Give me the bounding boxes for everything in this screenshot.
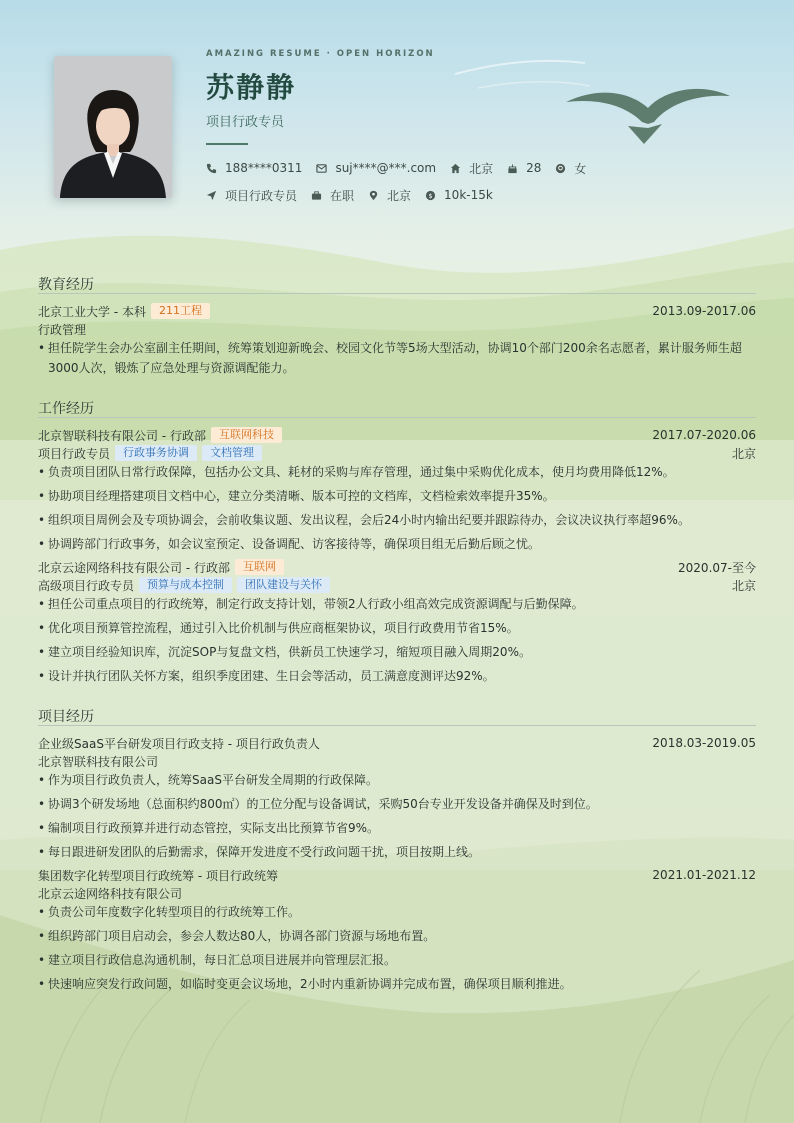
salary-item xyxy=(425,188,493,202)
contact-info-row xyxy=(206,159,600,177)
work-bullet: • 协调跨部门行政事务，如会议室预定、设备调配、访客接待等，确保项目组无后勤后顾之忧。 xyxy=(38,534,756,554)
location-icon xyxy=(368,190,379,201)
work-section-title: 工作经历 xyxy=(38,401,94,417)
money-icon xyxy=(425,190,436,201)
home-icon xyxy=(450,163,461,174)
status-item xyxy=(311,187,354,204)
work-divider xyxy=(38,417,756,418)
company-industry-tag: 互联网科技 xyxy=(211,427,282,443)
work-entry-header xyxy=(38,426,756,444)
phone-text: 188****0311 xyxy=(225,161,303,175)
project-bullet: • 作为项目行政负责人，统筹SaaS平台研发全周期的行政保障。 xyxy=(38,770,756,790)
age-item xyxy=(507,161,541,175)
title-divider xyxy=(206,143,248,145)
education-entry-header xyxy=(38,302,756,320)
bird-icon xyxy=(560,78,735,148)
company-name: 北京云途网络科技有限公司 - 行政部 xyxy=(38,560,230,575)
age-text: 28 xyxy=(526,161,542,175)
project-bullet: • 协调3个研发场地（总面积约800㎡）的工位分配与设备调试，采购50台专业开发设备并确保及时到位。 xyxy=(38,794,756,814)
project-bullet: • 每日跟进研发团队的后勤需求，保障开发进度不受行政问题干扰，项目按期上线。 xyxy=(38,842,756,862)
email-text: suj****@***.com xyxy=(335,161,437,175)
skill-tag: 预算与成本控制 xyxy=(139,577,232,593)
gender-item xyxy=(555,160,586,177)
project-company: 北京云途网络科技有限公司 xyxy=(38,886,183,901)
skill-tag: 行政事务协调 xyxy=(115,445,197,461)
project-name: 集团数字化转型项目行政统筹 - 项目行政统筹 xyxy=(38,868,278,883)
project-company-row xyxy=(38,752,756,770)
send-icon xyxy=(206,190,217,201)
tagline: AMAZING RESUME · OPEN HORIZON xyxy=(206,49,435,59)
portrait-image xyxy=(54,56,172,198)
intent-city-item xyxy=(368,187,411,204)
education-section-title: 教育经历 xyxy=(38,277,94,293)
education-major-row xyxy=(38,320,756,338)
work-location: 北京 xyxy=(731,578,756,593)
intent-position-text: 项目行政专员 xyxy=(225,188,298,203)
project-company-row xyxy=(38,884,756,902)
project-entry-header xyxy=(38,734,756,752)
school-name: 北京工业大学 - 本科 xyxy=(38,304,146,319)
project-bullet: • 编制项目行政预算并进行动态管控，实际支出比预算节省9%。 xyxy=(38,818,756,838)
status-text: 在职 xyxy=(330,188,355,203)
company-name: 北京智联科技有限公司 - 行政部 xyxy=(38,428,206,443)
project-bullet: • 建立项目行政信息沟通机制，每日汇总项目进展并向管理层汇报。 xyxy=(38,950,756,970)
mail-icon xyxy=(316,163,327,174)
cake-icon xyxy=(507,163,518,174)
intent-position-item xyxy=(206,187,297,204)
project-bullet: • 负责公司年度数字化转型项目的行政统筹工作。 xyxy=(38,902,756,922)
work-bullet: • 负责项目团队日常行政保障，包括办公文具、耗材的采购与库存管理，通过集中采购优化成本，使月均费用降低12%。 xyxy=(38,462,756,482)
hometown-item xyxy=(450,160,493,177)
project-date: 2021.01-2021.12 xyxy=(652,868,756,882)
project-bullet: • 快速响应突发行政问题，如临时变更会议场地，2小时内重新协调并完成布置，确保项目顺利推进。 xyxy=(38,974,756,994)
project-entry-header xyxy=(38,866,756,884)
briefcase-icon xyxy=(311,190,322,201)
skill-tag: 团队建设与关怀 xyxy=(237,577,330,593)
work-entry-header xyxy=(38,558,756,576)
email-item xyxy=(316,161,436,175)
project-bullet: • 组织跨部门项目启动会，参会人数达80人，协调各部门资源与场地布置。 xyxy=(38,926,756,946)
salary-text: 10k-15k xyxy=(444,188,493,202)
work-bullet: • 组织项目周例会及专项协调会，会前收集议题、发出议程，会后24小时内输出纪要并跟踪待办，会议决议执行率超96%。 xyxy=(38,510,756,530)
project-name: 企业级SaaS平台研发项目行政支持 - 项目行政负责人 xyxy=(38,736,320,751)
project-divider xyxy=(38,725,756,726)
avatar xyxy=(54,56,172,198)
position-name: 项目行政专员 xyxy=(38,446,111,461)
work-bullet: • 协助项目经理搭建项目文档中心，建立分类清晰、版本可控的文档库，文档检索效率提升35%。 xyxy=(38,486,756,506)
phone-item xyxy=(206,161,302,175)
project-date: 2018.03-2019.05 xyxy=(652,736,756,750)
gender-icon xyxy=(555,163,566,174)
gender-text: 女 xyxy=(574,161,587,176)
job-intent-row xyxy=(206,186,507,204)
work-position-row xyxy=(38,444,756,462)
hometown-text: 北京 xyxy=(469,161,494,176)
education-bullet: • 担任院学生会办公室副主任期间，统筹策划迎新晚会、校园文化节等5场大型活动，协调10个部门200余名志愿者，累计服务师生超3000人次，锻炼了应急处理与资源调配能力。 xyxy=(38,338,756,378)
job-title: 项目行政专员 xyxy=(206,115,285,130)
skill-tag: 文档管理 xyxy=(202,445,262,461)
intent-city-text: 北京 xyxy=(387,188,412,203)
school-tag: 211工程 xyxy=(151,303,210,319)
work-bullet: • 担任公司重点项目的行政统筹，制定行政支持计划，带领2人行政小组高效完成资源调配与后勤保障。 xyxy=(38,594,756,614)
education-date: 2013.09-2017.06 xyxy=(652,304,756,318)
work-position-row xyxy=(38,576,756,594)
project-company: 北京智联科技有限公司 xyxy=(38,754,159,769)
phone-icon xyxy=(206,163,217,174)
svg-text:$: $ xyxy=(428,191,433,200)
candidate-name: 苏静静 xyxy=(206,71,297,104)
work-date: 2017.07-2020.06 xyxy=(652,428,756,442)
education-divider xyxy=(38,293,756,294)
company-industry-tag: 互联网 xyxy=(235,559,284,575)
work-bullet: • 优化项目预算管控流程，通过引入比价机制与供应商框架协议，项目行政费用节省15%。 xyxy=(38,618,756,638)
work-bullet: • 建立项目经验知识库，沉淀SOP与复盘文档，供新员工快速学习，缩短项目融入周期20%。 xyxy=(38,642,756,662)
project-section-title: 项目经历 xyxy=(38,709,94,725)
position-name: 高级项目行政专员 xyxy=(38,578,135,593)
major-name: 行政管理 xyxy=(38,322,87,337)
work-bullet: • 设计并执行团队关怀方案，组织季度团建、生日会等活动，员工满意度测评达92%。 xyxy=(38,666,756,686)
work-location: 北京 xyxy=(731,446,756,461)
work-date: 2020.07-至今 xyxy=(678,560,756,575)
